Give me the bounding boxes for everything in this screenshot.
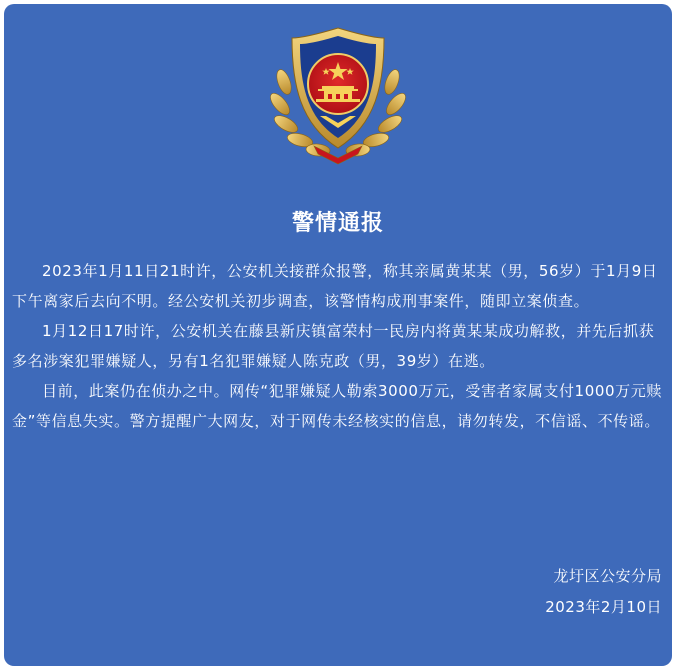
notice-title: 警情通报	[291, 211, 384, 236]
signature-organization: 龙圩区公安分局	[553, 567, 662, 585]
notice-paragraph: 目前，此案仍在侦办之中。网传“犯罪嫌疑人勒索3000万元，受害者家属支付1000万元赎金”等信息失实。警方提醒广大网友，对于网传未经核实的信息，请勿转发，不信谣、不传谣。	[12, 382, 662, 430]
police-emblem-icon	[270, 24, 406, 166]
notice-paragraph: 2023年1月11日21时许，公安机关接群众报警，称其亲属黄某某（男，56岁）于1月9日下午离家后去向不明。经公安机关初步调查，该警情构成刑事案件，随即立案侦查。	[12, 262, 658, 310]
signature-date: 2023年2月10日	[545, 598, 662, 616]
notice-card	[4, 4, 672, 666]
notice-body	[12, 256, 664, 436]
notice-paragraph: 1月12日17时许，公安机关在藤县新庆镇富荣村一民房内将黄某某成功解救，并先后抓获多名涉案犯罪嫌疑人，另有1名犯罪嫌疑人陈克政（男，39岁）在逃。	[12, 322, 655, 370]
